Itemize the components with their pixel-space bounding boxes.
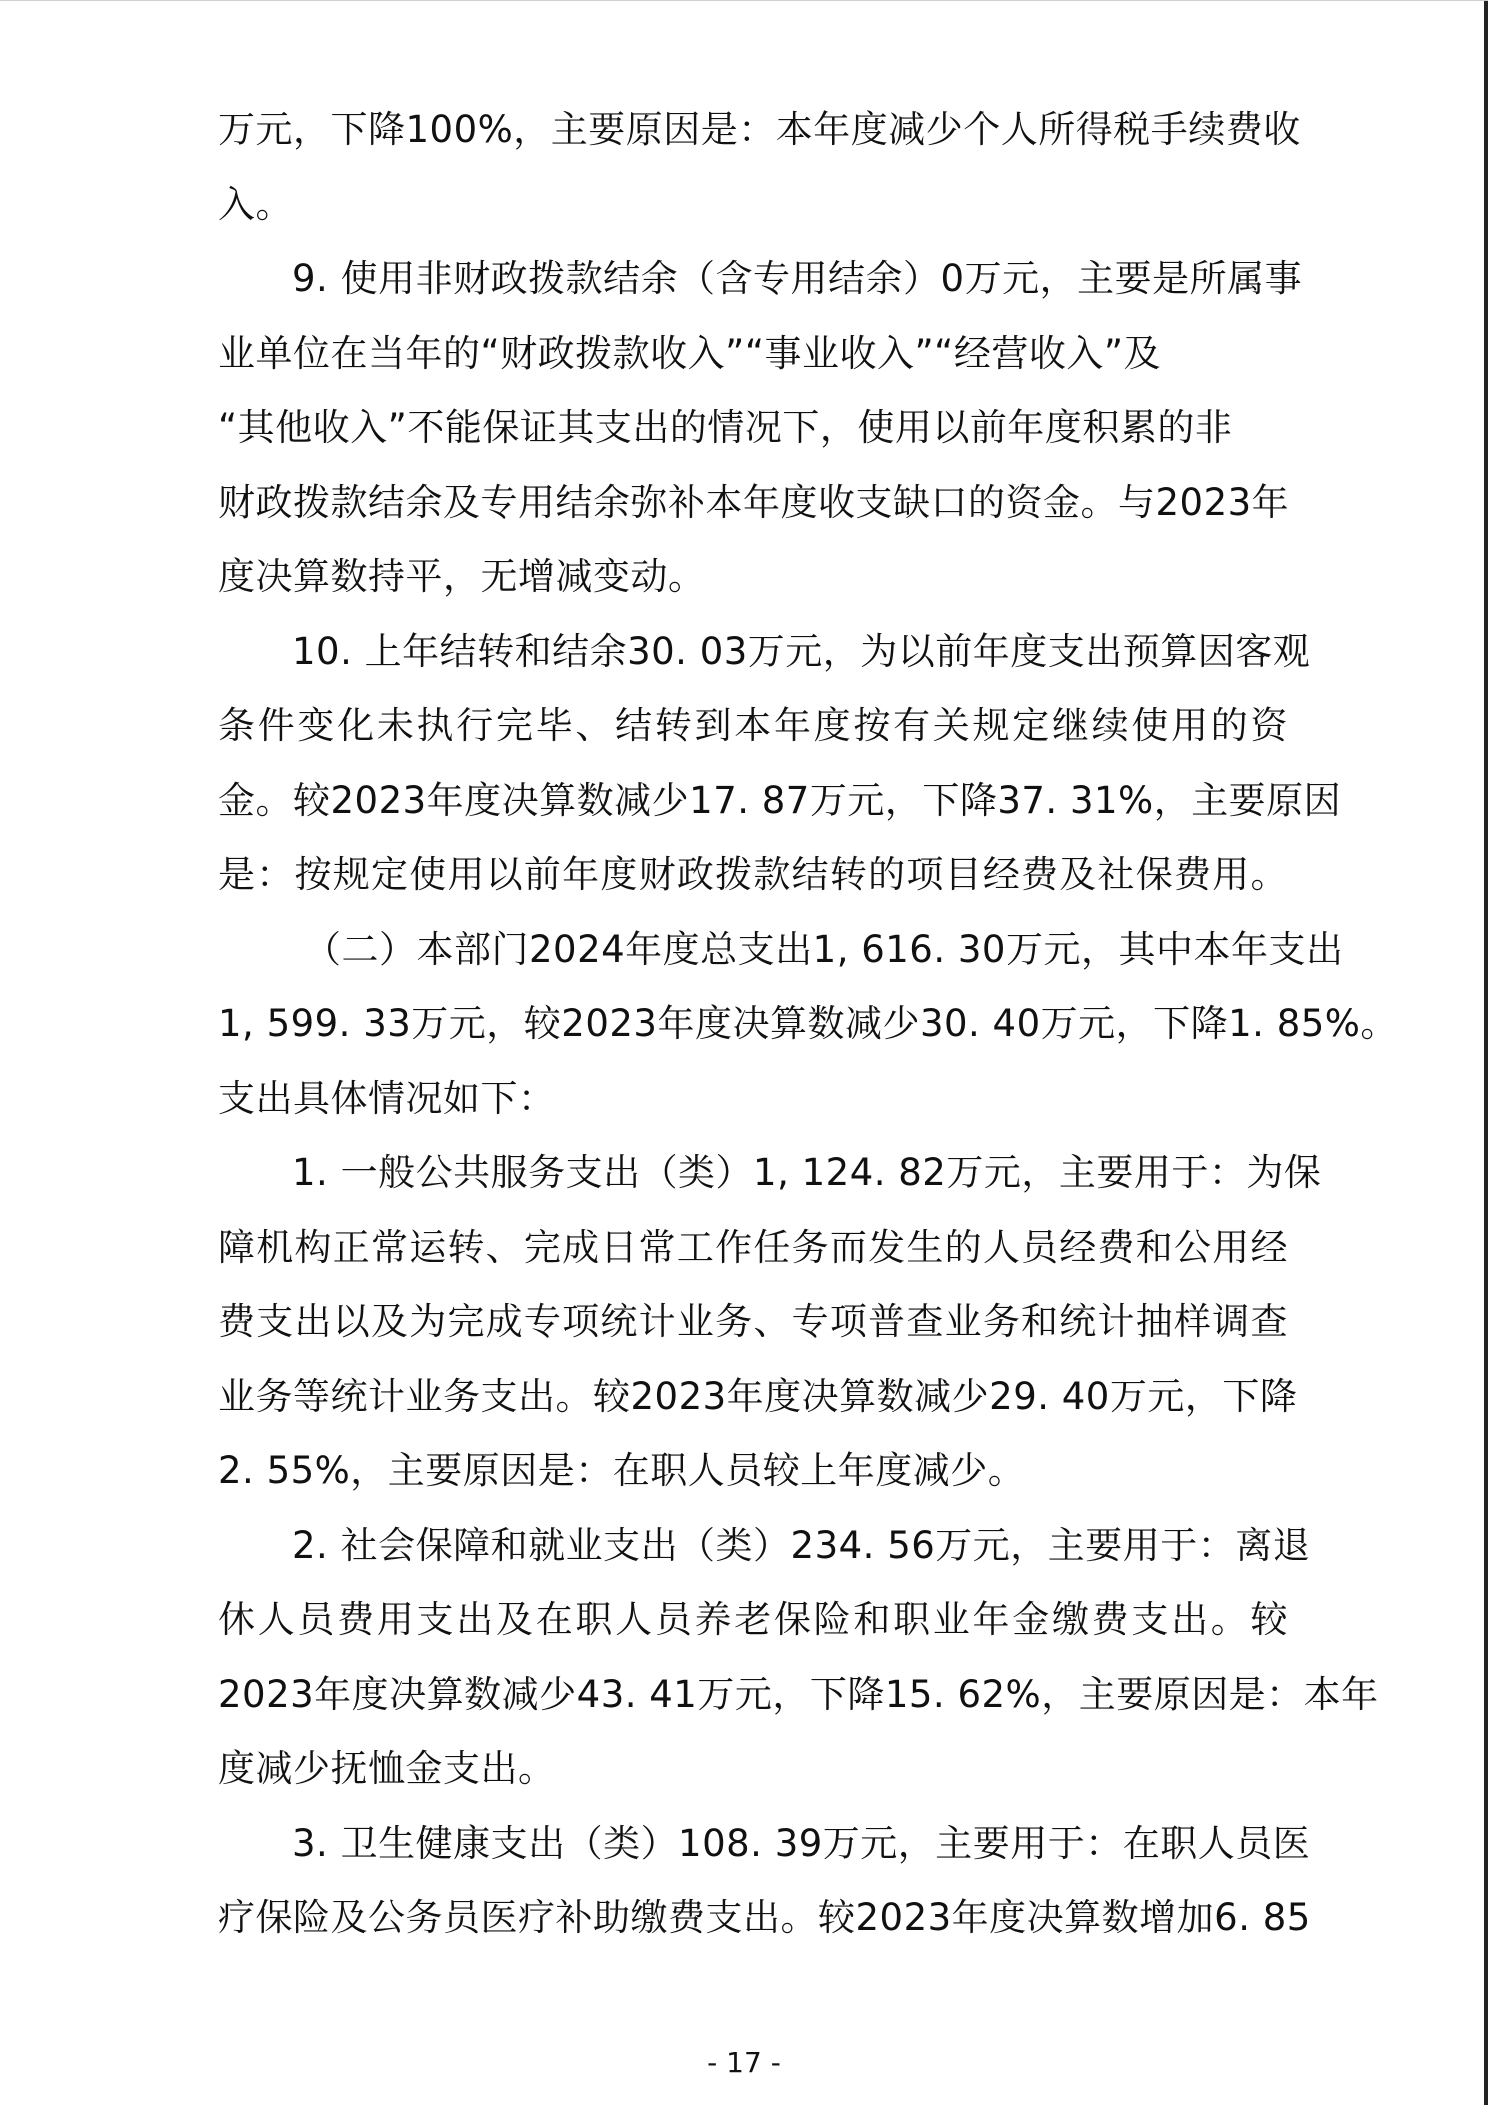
text-line: 万元，下降100%，主要原因是：本年度减少个人所得税手续费收	[218, 108, 1301, 151]
text-line: 条件变化未执行完毕、结转到本年度按有关规定继续使用的资	[218, 704, 1288, 747]
paragraph-10-line: 10. 上年结转和结余30. 03万元，为以前年度支出预算因客观	[292, 629, 1311, 673]
text-line: 1, 599. 33万元，较2023年度决算数减少30. 40万元，下降1. 85%。	[218, 1002, 1398, 1045]
text-line: 2. 55%，主要原因是：在职人员较上年度减少。	[218, 1449, 1026, 1492]
text-line: 疗保险及公务员医疗补助缴费支出。较2023年度决算数增加6. 85	[218, 1896, 1311, 1939]
text-line: 度决算数持平，无增减变动。	[218, 555, 706, 598]
text-line: 费支出以及为完成专项统计业务、专项普查业务和统计抽样调查	[218, 1300, 1288, 1343]
text-line: 财政拨款结余及专用结余弥补本年度收支缺口的资金。与2023年	[218, 480, 1290, 524]
text-line: 业单位在当年的“财政拨款收入”“事业收入”“经营收入”及	[218, 331, 1162, 375]
text-line: 障机构正常运转、完成日常工作任务而发生的人员经费和公用经	[218, 1225, 1288, 1269]
text-line: 支出具体情况如下：	[218, 1076, 556, 1120]
item-3-line: 3. 卫生健康支出（类）108. 39万元，主要用于：在职人员医	[292, 1821, 1311, 1865]
page-edge	[1484, 1, 1488, 2105]
paragraph-9-line: 9. 使用非财政拨款结余（含专用结余）0万元，主要是所属事	[292, 257, 1303, 300]
section-2-heading-line: （二）本部门2024年度总支出1, 616. 30万元，其中本年支出	[304, 927, 1344, 971]
item-1-line: 1. 一般公共服务支出（类）1, 124. 82万元，主要用于：为保	[292, 1151, 1322, 1194]
body-text	[218, 93, 1398, 1956]
text-line: “其他收入”不能保证其支出的情况下，使用以前年度积累的非	[218, 406, 1233, 449]
text-line: 入。	[218, 182, 293, 226]
text-line: 休人员费用支出及在职人员养老保险和职业年金缴费支出。较	[218, 1598, 1288, 1641]
item-2-line: 2. 社会保障和就业支出（类）234. 56万元，主要用于：离退	[292, 1523, 1311, 1567]
text-line: 业务等统计业务支出。较2023年度决算数减少29. 40万元，下降	[218, 1374, 1298, 1418]
text-line: 2023年度决算数减少43. 41万元，下降15. 62%，主要原因是：本年	[218, 1672, 1379, 1716]
text-line: 金。较2023年度决算数减少17. 87万元，下降37. 31%，主要原因	[218, 778, 1342, 822]
text-line: 度减少抚恤金支出。	[218, 1747, 556, 1790]
page-number: - 17 -	[707, 2046, 781, 2079]
text-line: 是：按规定使用以前年度财政拨款结转的项目经费及社保费用。	[218, 853, 1288, 896]
